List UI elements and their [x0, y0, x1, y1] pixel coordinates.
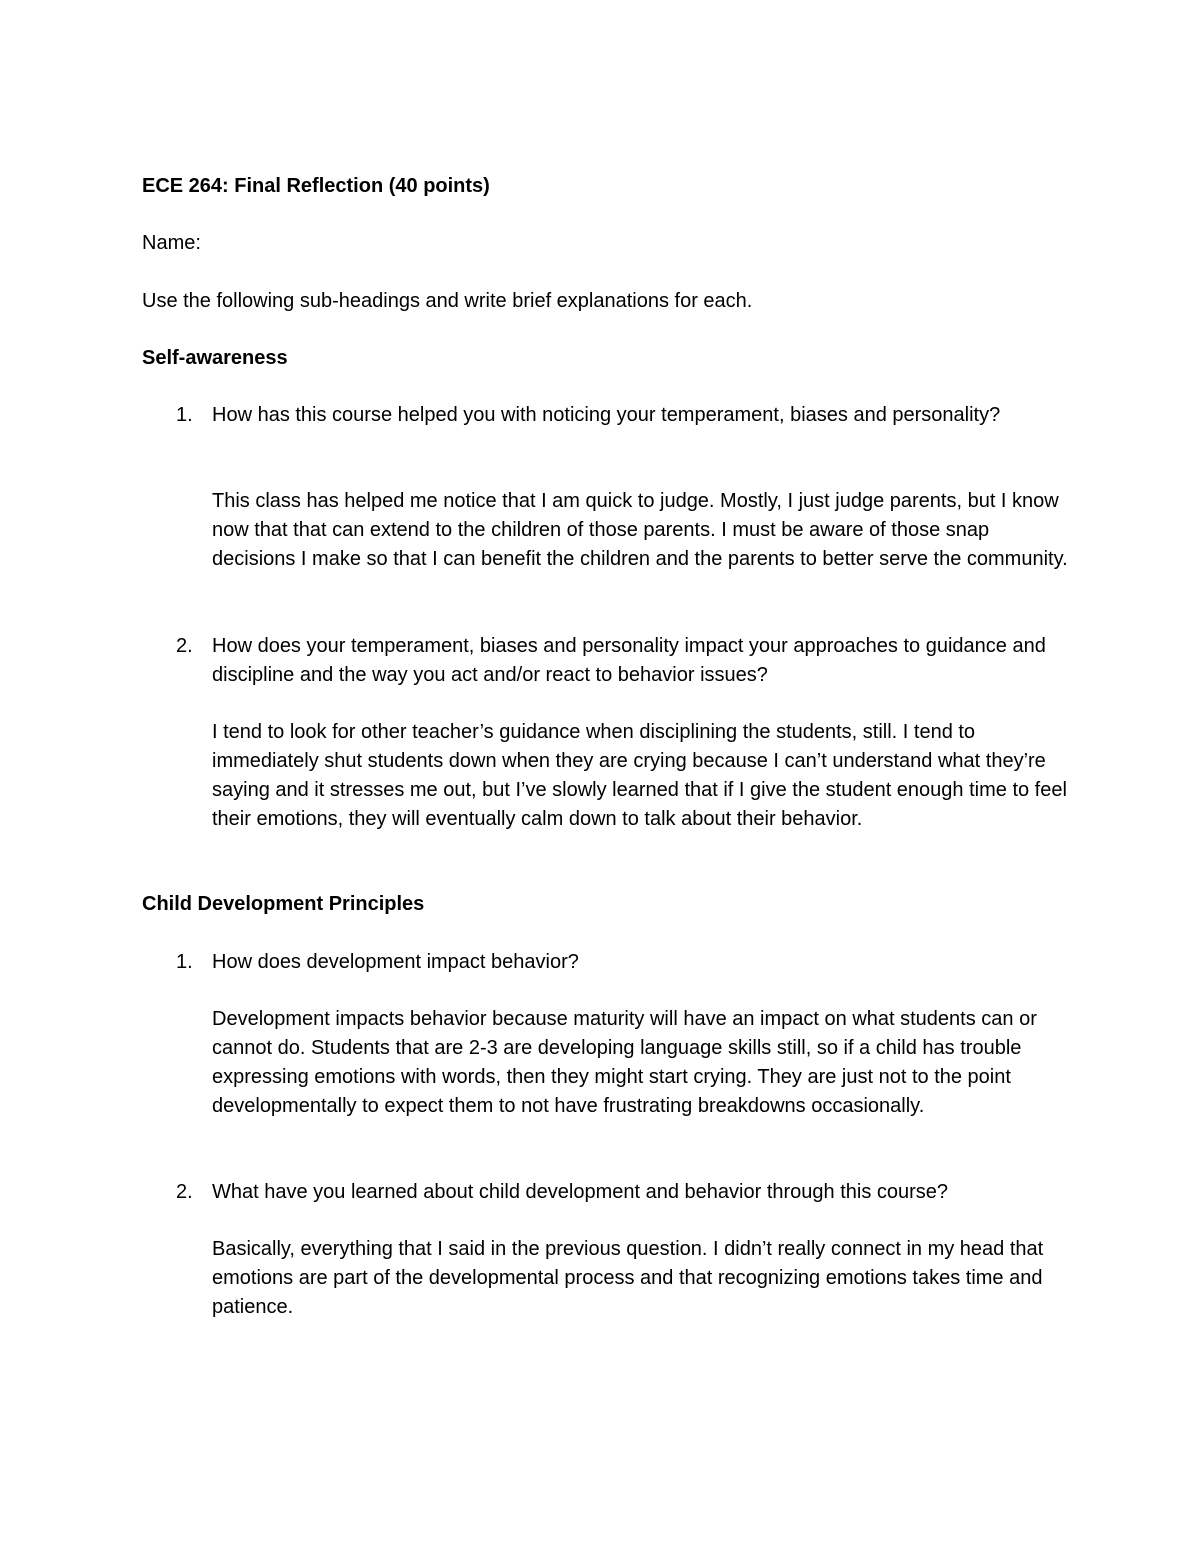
question-number: 2. [176, 635, 193, 657]
instructions-text: Use the following sub-headings and write brief explanations for each. [142, 290, 753, 312]
question-number: 2. [176, 1181, 193, 1203]
question-text: How does your temperament, biases and personality impact your approaches to guidance and discipline and the way you act and/or react to behavior issues? [212, 635, 1046, 686]
question-number: 1. [176, 951, 193, 973]
name-label: Name: [142, 232, 201, 254]
answer-text: Development impacts behavior because maturity will have an impact on what students can or cannot do. Students that are 2-3 are developing language skills still, so if a child has trouble expressing emotions with words, then they might start crying. They are just not to the point developmentally to expect them to not have frustrating breakdowns occasionally. [212, 1008, 1037, 1117]
document-title: ECE 264: Final Reflection (40 points) [142, 175, 490, 197]
answer-text: Basically, everything that I said in the previous question. I didn’t really connect in my head that emotions are part of the developmental process and that recognizing emotions takes time and patience. [212, 1238, 1044, 1318]
answer-text: I tend to look for other teacher’s guidance when disciplining the students, still. I tend to immediately shut students down when they are crying because I can’t understand what they’re saying and it stresses me out, but I’ve slowly learned that if I give the student enough time to feel their emotions, they will eventually calm down to talk about their behavior. [212, 721, 1067, 830]
question-text: How has this course helped you with noticing your temperament, biases and personality? [212, 404, 1001, 426]
question-text: How does development impact behavior? [212, 951, 579, 973]
question-number: 1. [176, 404, 193, 426]
answer-text: This class has helped me notice that I am quick to judge. Mostly, I just judge parents, but I know now that that can extend to the children of those parents. I must be aware of those snap decisions I make so that I can benefit the children and the parents to better serve the community. [212, 490, 1068, 570]
question-text: What have you learned about child development and behavior through this course? [212, 1181, 949, 1203]
section-heading-child-development: Child Development Principles [142, 893, 425, 915]
section-heading-self-awareness: Self-awareness [142, 347, 288, 369]
